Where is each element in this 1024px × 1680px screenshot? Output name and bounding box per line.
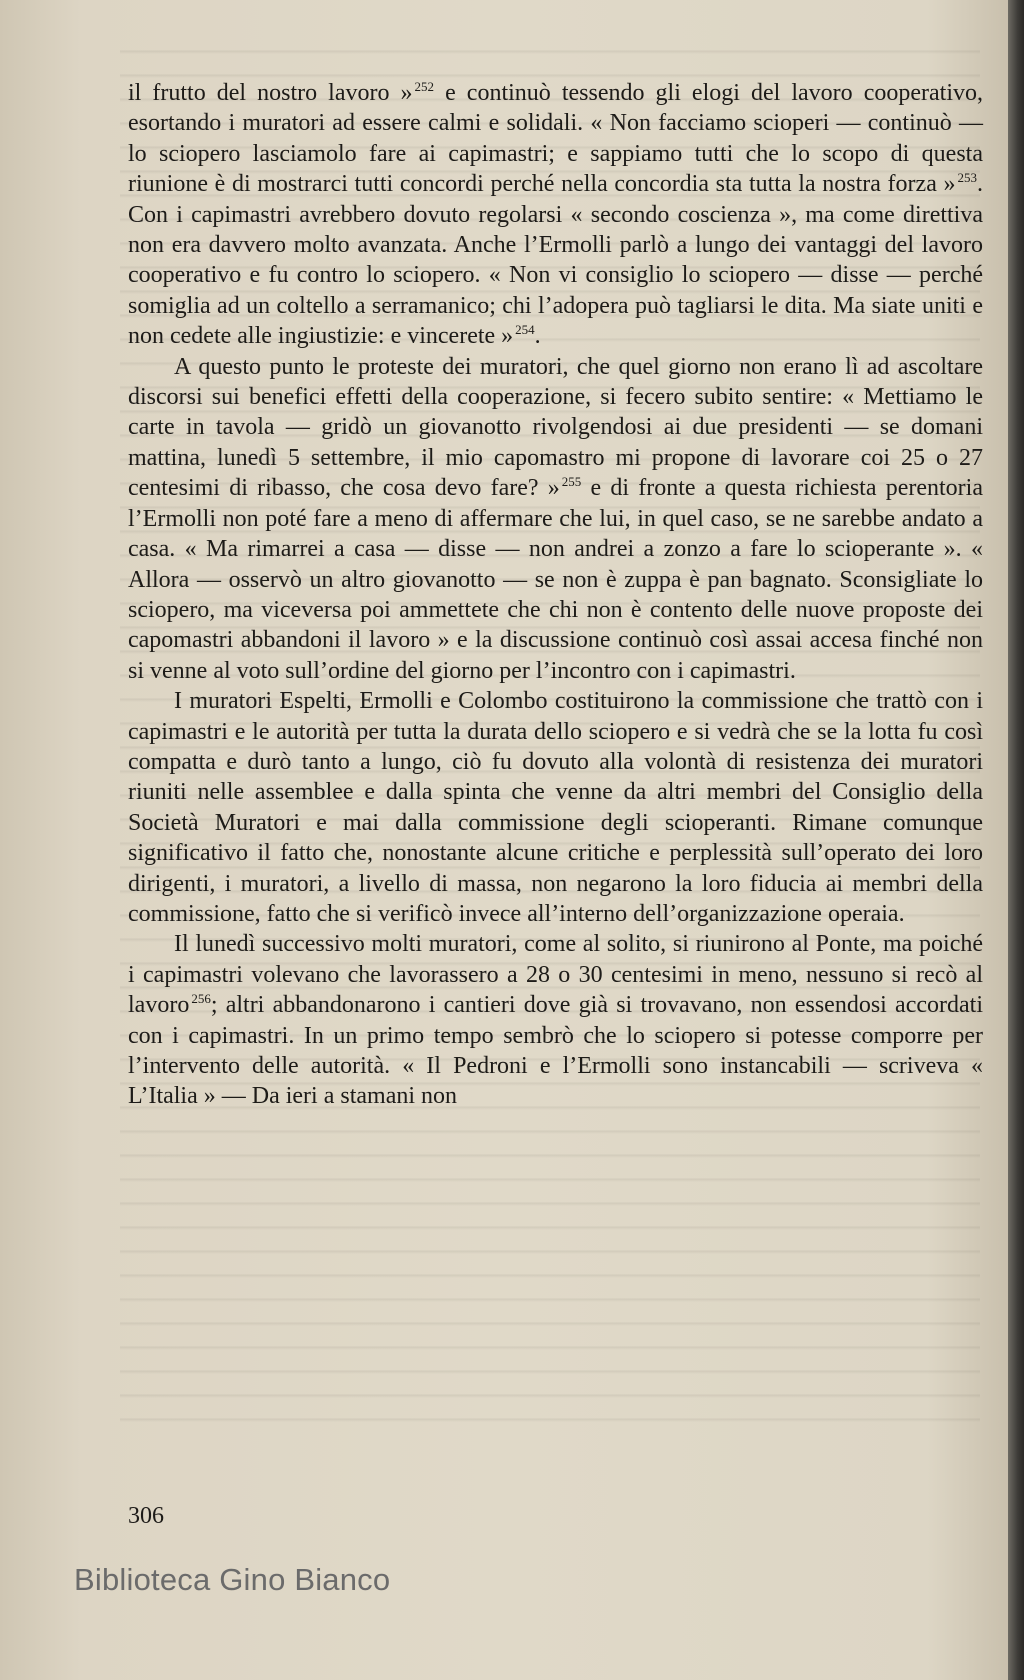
book-binding-edge <box>1008 0 1024 1680</box>
text-run: . Con i capimastri avrebbero dovuto regolarsi « secondo coscienza », ma come direttiva non era davvero molto avanzata. Anche l’Ermolli parlò a lungo dei vantaggi del lavoro cooperativo e fu contro lo sciopero. « Non vi consiglio lo sciopero — disse — perché somiglia ad un coltello a serramanico; chi l’adopera può tagliarsi le dita. Ma siate uniti e non cedete alle ingiustizie: e vincerete » <box>128 171 983 350</box>
text-run: il frutto del nostro lavoro » <box>128 80 413 106</box>
paragraph <box>128 686 983 929</box>
footnote-marker: 255 <box>561 474 582 490</box>
text-run: I muratori Espelti, Ermolli e Colombo costituirono la commissione che trattò con i capimastri e le autorità per tutta la durata dello sciopero e si vedrà che se la lotta fu così compatta e durò tanto a lungo, ciò fu dovuto alla volontà di resistenza dei muratori riuniti nelle assemblee e dalla spinta che venne da altri membri del Consiglio della Società Muratori e mai dalla commissione degli scioperanti. Rimane comunque significativo il fatto che, nonostante alcune critiche e perplessità sull’operato dei loro dirigenti, i muratori, a livello di massa, non negarono la loro fiducia ai membri della commissione, fatto che si verificò invece all’interno dell’organizzazione operaia. <box>128 688 983 927</box>
page-number: 306 <box>128 1503 164 1529</box>
footnote-marker: 253 <box>957 170 977 186</box>
text-run: e di fronte a questa richiesta perentoria l’Ermolli non poté fare a meno di affermare che lui, in quel caso, se ne sarebbe andato a casa. « Ma rimarrei a casa — disse — non andrei a zonzo a fare lo scioperante ». « Allora — osservò un altro giovanotto — se non è zuppa è pan bagnato. Sconsigliate lo sciopero, ma viceversa poi ammettete che chi non è contento delle nuove proposte dei capomastri abbandoni il lavoro » e la discussione continuò così assai accesa finché non si venne al voto sull’ordine del giorno per l’incontro con i capimastri. <box>128 475 983 684</box>
paragraph <box>128 352 983 686</box>
text-run: . <box>534 323 541 350</box>
footnote-marker: 256 <box>191 991 211 1007</box>
footnote-marker: 252 <box>414 79 435 94</box>
text-run: Il lunedì successivo molti muratori, come al solito, si riunirono al Ponte, ma poiché i capimastri volevano che lavorassero a 28 o 30 centesimi in meno, nessuno si recò al lavoro <box>128 931 983 1019</box>
body-text <box>128 78 983 1112</box>
paragraph <box>128 929 983 1111</box>
text-run: ; altri abbandonarono i cantieri dove già si trovavano, non essendosi accordati con i capimastri. In un primo tempo sembrò che lo sciopero si potesse comporre per l’intervento delle autorità. « Il Pedroni e l’Ermolli sono instancabili — scriveva « L’Italia » — Da ieri a stamani non <box>128 992 983 1110</box>
footnote-marker: 254 <box>515 322 535 338</box>
library-watermark: Biblioteca Gino Bianco <box>74 1562 391 1597</box>
paragraph <box>128 78 983 352</box>
text-run: A questo punto le proteste dei muratori, che quel giorno non erano lì ad ascoltare discorsi sui benefici effetti della cooperazione, si fecero subito sentire: « Mettiamo le carte in tavola — gridò un giovanotto rivolgendosi ai due presidenti — se domani mattina, lunedì 5 settembre, il mio capomastro mi propone di lavorare coi 25 o 27 centesimi di ribasso, che cosa devo fare? » <box>128 353 983 502</box>
text-run: e continuò tessendo gli elogi del lavoro cooperativo, esortando i muratori ad essere calmi e solidali. « Non facciamo scioperi — continuò — lo sciopero lasciamolo fare ai capimastri; e sappiamo tutti che lo scopo di questa riunione è di mostrarci tutti concordi perché nella concordia sta tutta la nostra forza » <box>128 80 983 198</box>
